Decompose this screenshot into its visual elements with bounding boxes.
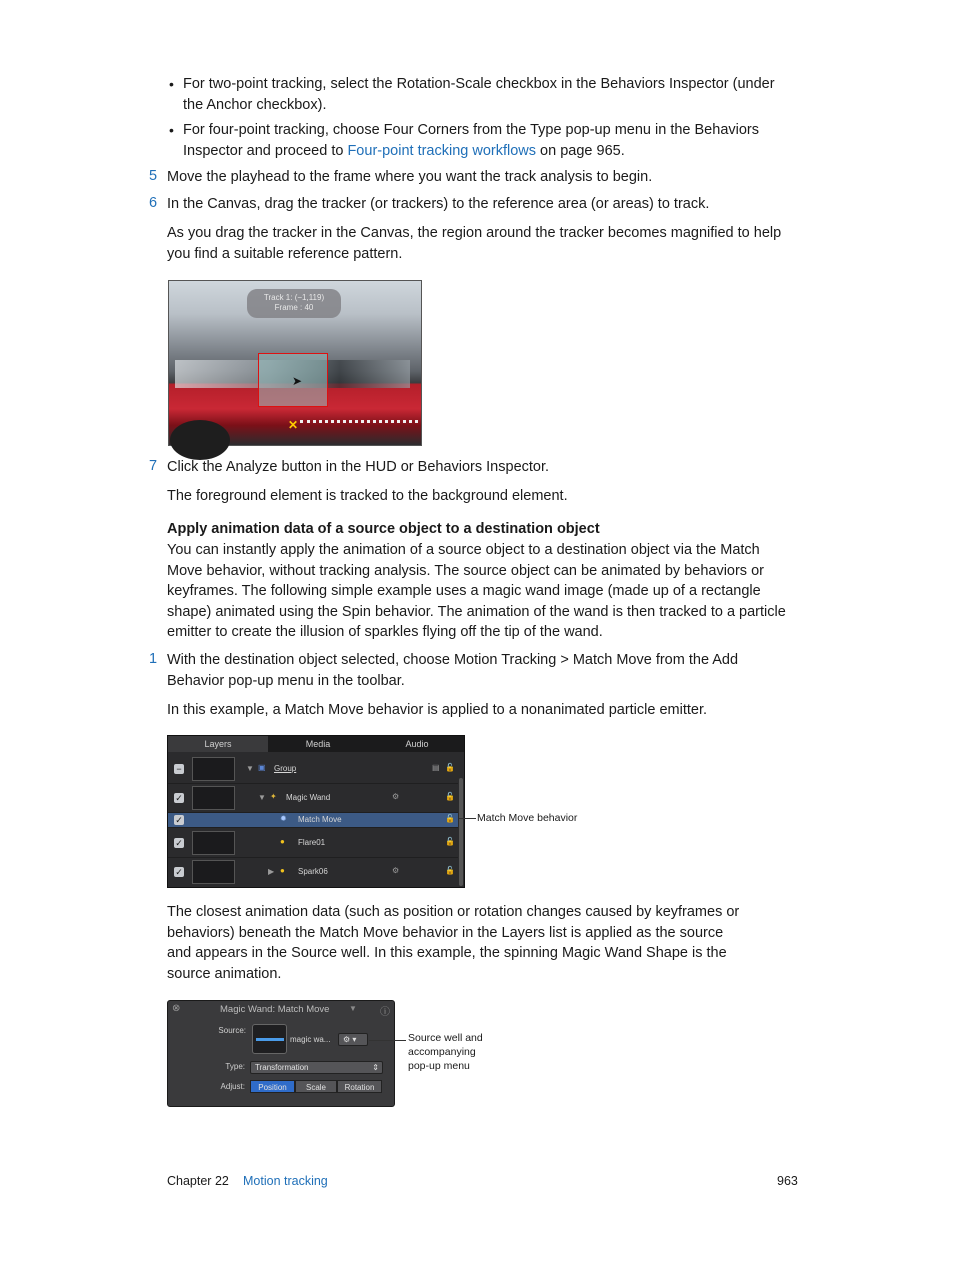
tab-layers[interactable]: Layers	[168, 736, 268, 752]
layer-name: Flare01	[298, 838, 326, 847]
visibility-checkbox[interactable]: ✓	[175, 838, 183, 848]
bullet-two-point	[183, 74, 775, 115]
step-number: 6	[149, 195, 158, 211]
page-number: 963	[777, 1174, 798, 1188]
tab-media[interactable]: Media	[305, 739, 331, 749]
emitter-icon: ●	[280, 837, 285, 846]
layer-thumbnail	[192, 860, 235, 884]
lock-icon[interactable]: 🔓	[445, 814, 455, 823]
callout-source-well: Source well and accompanying pop-up menu	[408, 1032, 483, 1072]
wand-preview	[256, 1038, 284, 1041]
cursor-arrow-icon: ➤	[292, 374, 303, 388]
step-5-text: Move the playhead to the frame where you want the track analysis to begin.	[167, 169, 653, 185]
track-readout: Track 1: (−1,119)	[263, 293, 325, 302]
layer-thumbnail	[192, 831, 235, 855]
gear-icon[interactable]: ⚙	[392, 866, 400, 875]
layer-row-match-move[interactable]	[168, 813, 458, 828]
source-popup-menu[interactable]	[338, 1033, 368, 1046]
step-6-note: As you drag the tracker in the Canvas, the region around the tracker becomes magnified to help you find a suitable reference pattern.	[167, 225, 782, 262]
lock-icon[interactable]: 🔓	[445, 837, 455, 846]
track-path-dots	[300, 420, 418, 433]
source-value: magic wa...	[290, 1035, 331, 1044]
disclosure-triangle-icon[interactable]: ▼	[258, 793, 266, 802]
disclosure-triangle-icon[interactable]: ▶	[268, 867, 275, 876]
close-icon[interactable]: ⊗	[172, 1003, 181, 1014]
frame-readout: Frame : 40	[274, 303, 314, 312]
callout-line	[459, 818, 476, 819]
layer-name: Spark06	[298, 867, 328, 876]
behavior-gear-icon: ✹	[280, 814, 287, 823]
collapse-toggle[interactable]: −	[174, 764, 184, 774]
layer-row-group[interactable]	[168, 755, 458, 784]
callout-match-move: Match Move behavior	[477, 812, 578, 824]
layer-name: Match Move	[298, 815, 342, 824]
tracker-x-icon[interactable]: ✕	[288, 418, 299, 432]
callout-line	[369, 1040, 406, 1041]
layer-options-icon[interactable]: ▤	[432, 763, 440, 772]
info-icon[interactable]: ⓘ	[380, 1007, 390, 1018]
visibility-checkbox[interactable]: ✓	[175, 793, 183, 803]
step-6-text: In the Canvas, drag the tracker (or trackers) to the reference area (or areas) to track.	[167, 196, 710, 212]
enable-checkbox[interactable]: ✓	[175, 815, 183, 825]
popup-arrows-icon: ⇕	[372, 1063, 379, 1072]
layer-name: Magic Wand	[286, 793, 331, 802]
layer-name: Group	[274, 764, 297, 773]
layers-panel	[167, 735, 465, 888]
step-number: 5	[149, 168, 158, 184]
emitter-icon: ●	[280, 866, 285, 875]
shape-icon: ✦	[270, 792, 277, 801]
footer-chapter: Chapter 22	[167, 1174, 229, 1188]
lock-icon[interactable]: 🔓	[445, 763, 455, 772]
tracker-hud	[247, 289, 341, 318]
step-7-text: Click the Analyze button in the HUD or Behaviors Inspector.	[167, 459, 550, 475]
visibility-checkbox[interactable]: ✓	[175, 867, 183, 877]
bullet-marker: •	[169, 76, 174, 92]
scrollbar[interactable]	[459, 778, 463, 886]
adjust-position-button[interactable]: Position	[250, 1080, 295, 1093]
bullet-marker: •	[169, 122, 174, 138]
bullet-line: For two-point tracking, select the Rotation-Scale checkbox in the Behaviors Inspector (under	[183, 76, 775, 92]
panel-tab-bar	[168, 736, 465, 752]
car-wheel	[170, 420, 230, 460]
disclosure-triangle-icon[interactable]: ▼	[246, 764, 254, 773]
step-number: 1	[149, 651, 158, 667]
type-popup-menu[interactable]: Transformation ⇕	[250, 1061, 383, 1074]
adjust-label: Adjust:	[220, 1082, 245, 1091]
bullet-four-point	[183, 120, 759, 161]
section-heading: Apply animation data of a source object to a destination object	[167, 521, 600, 537]
source-well[interactable]	[252, 1024, 287, 1054]
adjust-rotation-button[interactable]: Rotation	[337, 1080, 382, 1093]
bullet-line: Inspector and proceed to Four-point tracking workflows on page 965.	[183, 142, 625, 159]
chevron-down-icon[interactable]: ▼	[349, 1004, 357, 1013]
step-1-note: In this example, a Match Move behavior is applied to a nonanimated particle emitter.	[167, 702, 708, 718]
lock-icon[interactable]: 🔓	[445, 792, 455, 801]
group-icon: ▣	[258, 763, 266, 772]
tab-audio[interactable]: Audio	[405, 739, 429, 749]
section-paragraph: You can instantly apply the animation of a source object to a destination object via the Match Move behavior, without tracking analysis. The source object can be animated by behaviors or keyframes. The following simple example uses a magic wand image (made up of a rectangle shape) animated using the Spin behavior. The animation of the wand is then tracked to a particle emitter to create the illusion of sparkles flying off the tip of the wand.	[167, 542, 786, 641]
step-1-text: With the destination object selected, choose Motion Tracking > Match Move from the Add Behavior pop-up menu in the toolbar.	[167, 652, 739, 689]
gear-icon[interactable]: ⚙	[392, 792, 400, 801]
four-point-workflows-link[interactable]: Four-point tracking workflows	[347, 142, 537, 159]
step-7-note: The foreground element is tracked to the background element.	[167, 488, 568, 504]
layer-row-magic-wand[interactable]	[168, 784, 458, 813]
bullet-line: For four-point tracking, choose Four Corners from the Type pop-up menu in the Behaviors	[183, 122, 759, 138]
type-label: Type:	[225, 1062, 245, 1071]
bullet-line: the Anchor checkbox).	[183, 96, 327, 113]
footer-chapter-title-link[interactable]: Motion tracking	[243, 1174, 328, 1188]
hud-title: Magic Wand: Match Move	[220, 1004, 330, 1015]
layer-thumbnail	[192, 757, 235, 781]
layer-row-flare[interactable]	[168, 829, 458, 858]
adjust-scale-button[interactable]: Scale	[295, 1080, 337, 1093]
layer-thumbnail	[192, 786, 235, 810]
layer-row-spark[interactable]	[168, 858, 458, 886]
step-number: 7	[149, 458, 158, 474]
lock-icon[interactable]: 🔓	[445, 866, 455, 875]
closing-paragraph: The closest animation data (such as position or rotation changes caused by keyframes or behaviors) beneath the Match Move behavior in the Layers list is applied as the source and appears in the Source well. In this example, the spinning Magic Wand Shape is the source animation.	[167, 904, 740, 982]
source-label: Source:	[218, 1026, 246, 1035]
gear-icon: ⚙ ▾	[343, 1035, 357, 1044]
